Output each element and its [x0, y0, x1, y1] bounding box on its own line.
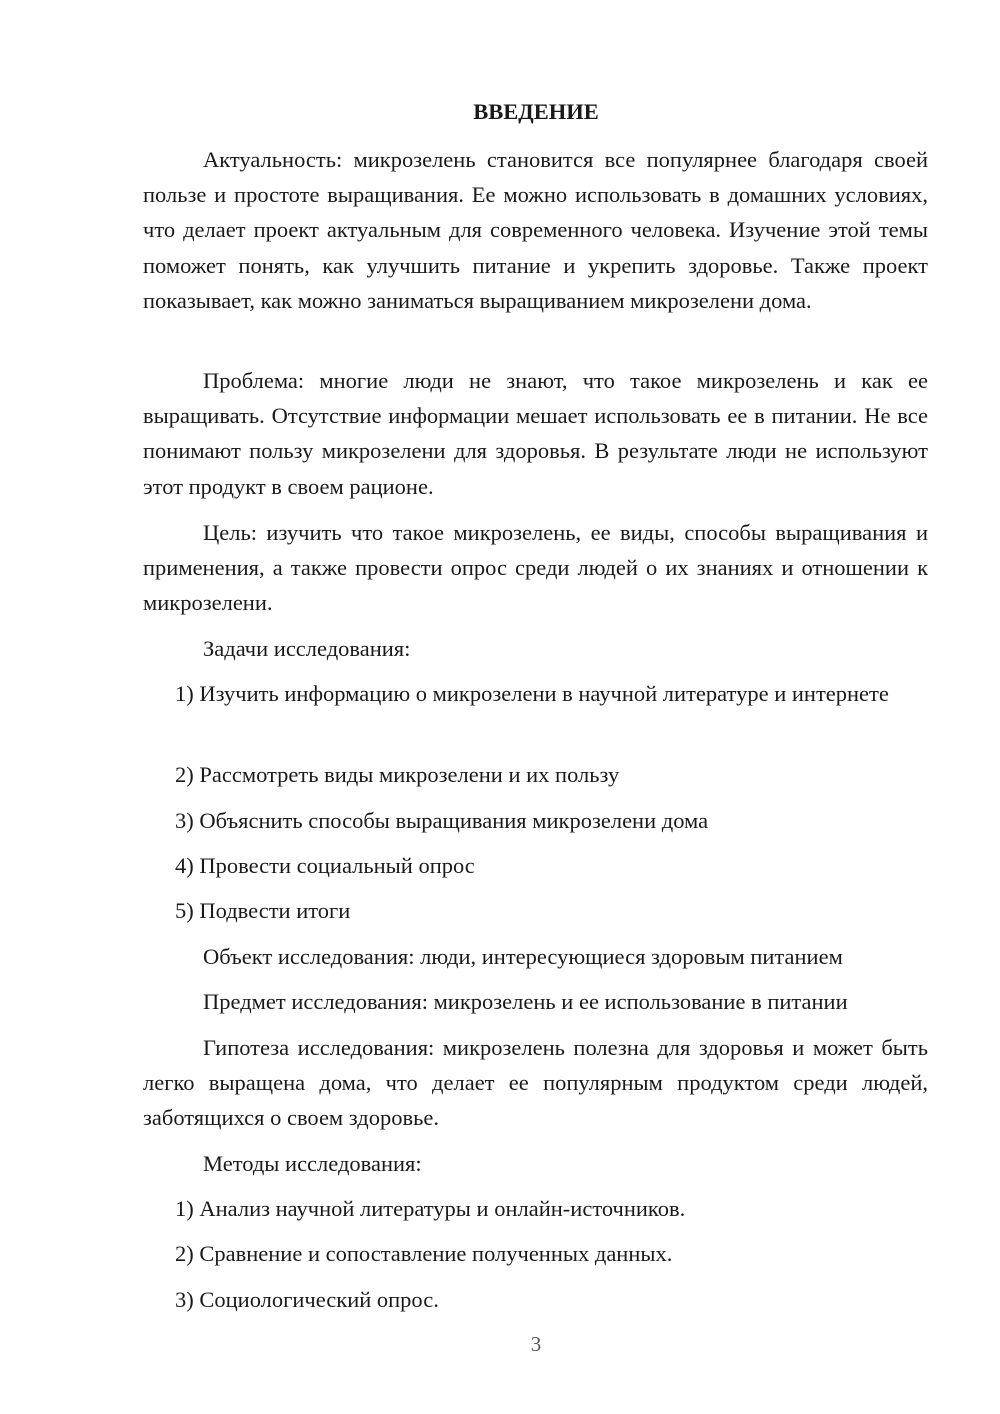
relevance-paragraph: Актуальность: микрозелень становится все популярнее благодаря своей пользе и простоте выращивания. Ее можно использовать в домашних условиях, что делает проект актуальным для современного человека. Изучение этой темы поможет понять, как улучшить питание и укрепить здоровье. Также проект показывает, как можно заниматься выращиванием микрозелени дома.: [143, 147, 928, 313]
method-item: 1) Анализ научной литературы и онлайн-источников.: [175, 1196, 686, 1221]
research-object: Объект исследования: люди, интересующиеся здоровым питанием: [203, 944, 843, 969]
tasks-title: Задачи исследования:: [203, 636, 411, 661]
task-item: 2) Рассмотреть виды микрозелени и их пользу: [175, 762, 620, 787]
task-item: 5) Подвести итоги: [175, 898, 351, 923]
hypothesis-paragraph: Гипотеза исследования: микрозелень полезна для здоровья и может быть легко выращена дома, что делает ее популярным продуктом среди людей, заботящихся о своем здоровье.: [143, 1035, 928, 1131]
task-item: 1) Изучить информацию о микрозелени в научной литературе и интернете: [175, 681, 889, 706]
task-item: 4) Провести социальный опрос: [175, 853, 475, 878]
page-number: 3: [530, 1332, 542, 1356]
goal-paragraph: Цель: изучить что такое микрозелень, ее виды, способы выращивания и применения, а также провести опрос среди людей о их знаниях и отношении к микрозелени.: [143, 520, 928, 616]
problem-paragraph: Проблема: многие люди не знают, что такое микрозелень и как ее выращивать. Отсутствие информации мешает использовать ее в питании. Не все понимают пользу микрозелени для здоровья. В результате люди не используют этот продукт в своем рационе.: [143, 368, 928, 499]
method-item: 2) Сравнение и сопоставление полученных данных.: [175, 1241, 673, 1266]
task-item: 3) Объяснить способы выращивания микрозелени дома: [175, 808, 709, 833]
section-heading: ВВЕДЕНИЕ: [473, 99, 599, 124]
research-subject: Предмет исследования: микрозелень и ее использование в питании: [203, 989, 848, 1014]
method-item: 3) Социологический опрос.: [175, 1287, 439, 1312]
methods-title: Методы исследования:: [203, 1151, 422, 1176]
